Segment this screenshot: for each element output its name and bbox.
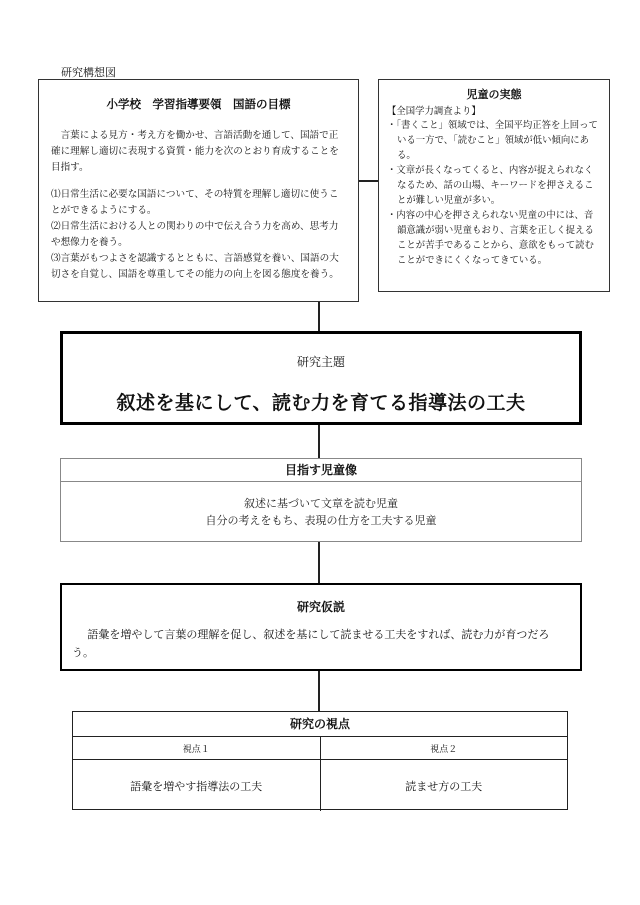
ideal-line-1: 叙述に基づいて文章を読む児童 — [244, 497, 398, 510]
hypothesis-text: 語彙を増やして言葉の理解を促し、叙述を基にして読ませる工夫をすれば、読む力が育つだろう。 — [72, 628, 550, 659]
viewpoint-1-value: 語彙を増やす指導法の工夫 — [130, 779, 263, 793]
ideal-line-2: 自分の考えをもち、表現の仕方を工夫する児童 — [205, 514, 437, 527]
viewpoints-value-row — [73, 760, 567, 811]
connector-curriculum-reality — [359, 180, 378, 182]
reality-title: 児童の実態 — [466, 88, 522, 101]
viewpoint-2-header: 視点２ — [320, 737, 568, 759]
reality-source: 【全国学力調査より】 — [387, 106, 481, 117]
reality-item-3: ・内容の中心を押さえられない児童の中には、音韻意識が弱い児童もおり、言葉を正しく捉えることが苦手であることから、意欲をもって読むことができにくくなってきている。 — [387, 210, 594, 266]
curriculum-goal-2: ⑵日常生活における人との関わりの中で伝え合う力を高め、思考力や想像力を養う。 — [51, 221, 339, 248]
connector-ideal-hypothesis — [318, 542, 320, 583]
curriculum-goal-3: ⑶言葉がもつよさを認識するとともに、言語感覚を養い、国語の大切さを自覚し、国語を尊重してその能力の向上を図る態度を養う。 — [51, 253, 339, 280]
ideal-title: 目指す児童像 — [61, 459, 581, 482]
research-hypothesis-box — [60, 583, 582, 671]
curriculum-title: 小学校 学習指導要領 国語の目標 — [106, 97, 291, 111]
connector-theme-ideal — [318, 425, 320, 458]
viewpoint-1-header: 視点１ — [182, 744, 210, 755]
diagram-caption: 研究構想図 — [61, 66, 116, 79]
curriculum-goals-box — [38, 79, 359, 302]
research-theme-box — [60, 331, 582, 425]
curriculum-intro: 言葉による見方・考え方を働かせ、言語活動を通して、国語で正確に理解し適切に表現する資質・能力を次のとおり育成することを目指す。 — [51, 130, 339, 173]
hypothesis-title: 研究仮説 — [296, 600, 345, 614]
viewpoints-title: 研究の視点 — [73, 712, 567, 737]
ideal-lines — [61, 495, 581, 529]
reality-item-1: ・「書くこと」領域では、全国平均正答を上回っている一方で、「読むこと」領域が低い傾向にある。 — [387, 120, 598, 161]
theme-text: 叙述を基にして、読む力を育てる指導法の工夫 — [116, 392, 526, 414]
reality-item-2: ・文章が長くなってくると、内容が捉えられなくなるため、話の山場、キーワードを押さえることが難しい児童が多い。 — [387, 165, 594, 206]
research-viewpoints-table — [72, 711, 568, 810]
reality-list — [387, 118, 601, 268]
connector-hypothesis-viewpoints — [318, 671, 320, 711]
ideal-student-box — [60, 458, 582, 542]
viewpoint-2-value: 読ませ方の工夫 — [320, 760, 568, 811]
curriculum-goal-list — [51, 187, 346, 283]
student-reality-box — [378, 79, 610, 292]
theme-label: 研究主題 — [296, 355, 345, 369]
connector-to-theme — [318, 302, 320, 331]
curriculum-goal-1: ⑴日常生活に必要な国語について、その特質を理解し適切に使うことができるようにする。 — [51, 189, 339, 216]
viewpoints-header-row — [73, 737, 567, 760]
